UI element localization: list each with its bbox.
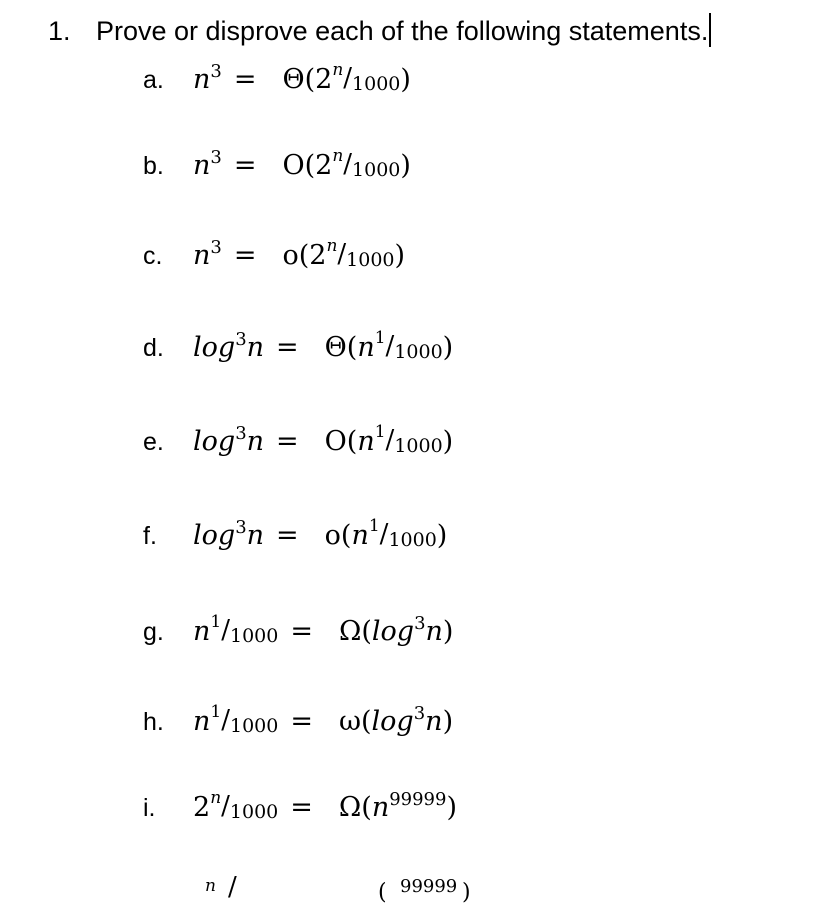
statement-letter: d.	[143, 334, 164, 362]
statement-letter: i.	[143, 794, 156, 822]
statement-equation: $\log^3n = O(n^1/1000)$	[193, 422, 454, 457]
statement-equation: $n^3 = \Theta(2^n/1000)$	[193, 60, 411, 95]
statement-equation: $n^1/1000 = \omega(\log^3n)$	[193, 702, 454, 737]
statement-letter: b.	[143, 152, 164, 180]
partial-slash: /	[228, 872, 237, 902]
text-cursor	[709, 13, 711, 47]
statement-letter: c.	[143, 242, 163, 270]
partial-exponent-left: n	[205, 876, 216, 896]
statement-letter: g.	[143, 618, 164, 646]
partial-close-paren: )	[462, 880, 471, 905]
statement-equation: $\log^3n = o(n^1/1000)$	[193, 516, 448, 551]
statement-equation: $2^n/1000 = \Omega(n^{99999})$	[193, 788, 458, 823]
statement-equation: $n^3 = o(2^n/1000)$	[193, 236, 406, 271]
partial-exponent-right: 99999	[400, 876, 458, 897]
statement-equation: $n^1/1000 = \Omega(\log^3n)$	[193, 612, 454, 647]
statement-equation: $n^3 = O(2^n/1000)$	[193, 146, 411, 181]
statement-letter: e.	[143, 428, 164, 456]
partial-open-paren: (	[378, 880, 387, 905]
question-heading	[48, 13, 711, 47]
statement-equation: $\log^3n = \Theta(n^1/1000)$	[193, 328, 454, 363]
question-text: Prove or disprove each of the following statements.	[96, 16, 709, 46]
statement-partial-cutoff	[0, 870, 838, 905]
statement-letter: h.	[143, 708, 164, 736]
statement-letter: f.	[143, 522, 157, 550]
statement-letter: a.	[143, 66, 164, 94]
question-number: 1.	[48, 16, 71, 46]
